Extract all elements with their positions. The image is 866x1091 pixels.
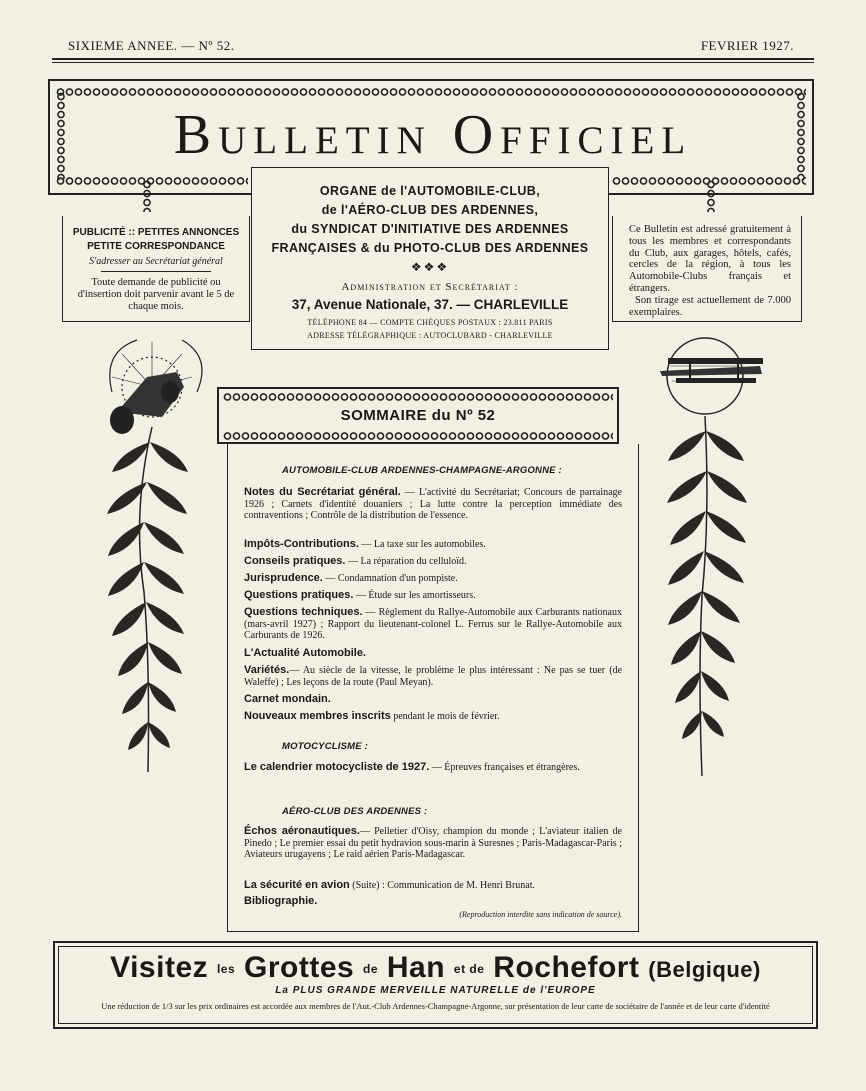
entry-title: Bibliographie. — [244, 895, 318, 907]
entry-text: pendant le mois de février. — [390, 711, 500, 722]
organ-line: FRANÇAISES & du PHOTO-CLUB DES ARDENNES — [271, 241, 589, 255]
print-run-text: Son tirage est actuellement de 7.000 exemplaires. — [629, 294, 791, 318]
entry-text: — L'activité du Secrétariat; Concours de parrainage 1926 ; Carnets d'identité douaniers ; La lutte contre la perception immédiate des contraventions ; Contrôle de la distribution de l'essence. — [244, 487, 622, 521]
ad-han: Han — [386, 951, 446, 984]
ad-tagline: La PLUS GRANDE MERVEILLE NATURELLE de l'EUROPE — [275, 985, 596, 996]
reproduction-note: (Reproduction interdite sans indication de source). — [459, 910, 622, 919]
airplane-laurel-icon — [650, 336, 770, 786]
section-heading: AÉRO-CLUB DES ARDENNES : — [282, 806, 428, 817]
chain-border-bottom — [223, 431, 613, 441]
grottes-advertisement — [53, 941, 818, 1029]
issue-date: FEVRIER 1927. — [700, 38, 794, 53]
list-item — [244, 665, 622, 688]
edition-label: SIXIEME ANNEE. — Nº 52. — [68, 38, 235, 53]
ad-de: de — [363, 962, 379, 977]
list-item — [244, 826, 622, 861]
circulation-box — [612, 216, 802, 322]
ad-belgique: (Belgique) — [648, 957, 761, 982]
sommaire-title: SOMMAIRE du Nº 52 — [340, 407, 496, 424]
entry-text: (Suite) : Communication de M. Henri Brunat. — [349, 880, 536, 891]
header-rule — [52, 58, 814, 63]
list-item — [244, 896, 622, 908]
list-item — [244, 762, 622, 774]
entry-text: — Condamnation d'un pompiste. — [322, 573, 458, 584]
chain-drop-right — [706, 180, 716, 212]
entry-title: Échos aéronautiques. — [244, 825, 360, 837]
publicity-box — [62, 216, 250, 322]
entry-text: — Pelletier d'Oisy, champion du monde ; L'aviateur italien de Pinedo ; Le premier essai du petit hydravion sous-marin à Suresnes ; Paris-Madagascar-Paris ; Aviateurs urugayens ; Le raid aérien Paris-Madagascar. — [244, 826, 622, 860]
list-item — [244, 648, 622, 660]
list-item — [244, 880, 622, 892]
list-item — [244, 590, 622, 602]
car-laurel-icon — [92, 332, 212, 782]
chain-drop-left — [142, 180, 152, 212]
entry-text: — La réparation du celluloïd. — [345, 556, 467, 567]
ad-footer: Une réduction de 1/3 sur les prix ordinaires est accordée aux membres de l'Aut.-Club Ardennes-Champagne-Argonne, sur présentation de leur carte de sociétaire de l'année et de leur carte d'identité — [101, 1001, 770, 1011]
divider — [101, 271, 211, 272]
organ-box — [251, 167, 609, 350]
sommaire-header — [217, 387, 619, 444]
entry-title: Conseils pratiques. — [244, 555, 346, 567]
ad-et-de: et de — [453, 962, 485, 977]
entry-text: — Étude sur les amortisseurs. — [353, 590, 476, 601]
address: 37, Avenue Nationale, 37. — CHARLEVILLE — [291, 297, 569, 312]
publicity-title: PUBLICITÉ :: PETITES ANNONCES — [72, 227, 240, 238]
entry-title: Nouveaux membres inscrits — [244, 710, 391, 722]
list-item — [244, 539, 622, 551]
entry-title: Carnet mondain. — [244, 693, 331, 705]
entry-text: — La taxe sur les automobiles. — [358, 539, 486, 550]
organ-line: ORGANE de l'AUTOMOBILE-CLUB, — [319, 184, 541, 198]
entry-text: — Épreuves françaises et étrangères. — [429, 762, 580, 773]
ad-rochefort: Rochefort — [493, 951, 640, 984]
entry-title: Questions techniques. — [244, 606, 363, 618]
publicity-subtitle: S'adresser au Secrétariat général — [89, 256, 223, 267]
entry-text: — Au siècle de la vitesse, le problème le plus intéressant : Ne pas se tuer (de Waleffe) ; Les leçons de la route (Paul Meyan). — [244, 665, 622, 688]
page-title: Bulletin Officiel — [173, 104, 693, 166]
entry-title: Questions pratiques. — [244, 589, 354, 601]
entry-title: Variétés. — [244, 664, 290, 676]
entry-text: — Règlement du Rallye-Automobile aux Carburants nationaux (mars-avril 1927) ; Rapport du lieutenant-colonel L. Ferrus sur le Rallye-Automobile aux Carburants de 1926. — [244, 607, 622, 641]
list-item — [244, 487, 622, 522]
administration-label: Administration et Secrétariat : — [341, 281, 519, 293]
list-item — [244, 607, 622, 642]
telephone: TÉLÉPHONE 84 — COMPTE CHÈQUES POSTAUX : 23.811 PARIS — [307, 318, 553, 327]
section-heading: AUTOMOBILE-CLUB ARDENNES-CHAMPAGNE-ARGONNE : — [282, 465, 562, 476]
correspondance-title: PETITE CORRESPONDANCE — [87, 241, 225, 252]
list-item — [244, 711, 622, 723]
list-item — [244, 556, 622, 568]
list-item — [244, 694, 622, 706]
ad-les: les — [216, 962, 236, 977]
organ-line: de l'AÉRO-CLUB DES ARDENNES, — [321, 203, 539, 217]
ad-grottes: Grottes — [244, 951, 355, 984]
ad-visitez: Visitez — [110, 951, 209, 984]
ornament-icon: ❖❖❖ — [410, 260, 450, 274]
entry-title: L'Actualité Automobile. — [244, 647, 366, 659]
section-heading: MOTOCYCLISME : — [282, 741, 369, 752]
telegraph-address: ADRESSE TÉLÉGRAPHIQUE : AUTOCLUBARD - CHARLEVILLE — [307, 331, 553, 340]
entry-title: Jurisprudence. — [244, 572, 323, 584]
circulation-text: Ce Bulletin est adressé gratuitement à tous les membres et correspondants du Club, aux garages, hôtels, cafés, cercles de la région, à tous les Automobile-Clubs français et étrangers. — [629, 224, 791, 294]
chain-border-bottom-left — [56, 176, 248, 186]
publicity-text: Toute demande de publicité ou d'insertion doit parvenir avant le 5 de chaque mois. — [77, 277, 235, 312]
chain-border-top — [223, 392, 613, 402]
entry-title: Le calendrier motocycliste de 1927. — [244, 761, 430, 773]
organ-line: du SYNDICAT D'INITIATIVE DES ARDENNES — [291, 222, 569, 236]
entry-title: Impôts-Contributions. — [244, 538, 359, 550]
entry-title: La sécurité en avion — [244, 879, 350, 891]
ad-inner-border — [58, 946, 813, 1024]
list-item — [244, 573, 622, 585]
entry-title: Notes du Secrétariat général. — [244, 486, 401, 498]
chain-border-top — [56, 87, 806, 97]
